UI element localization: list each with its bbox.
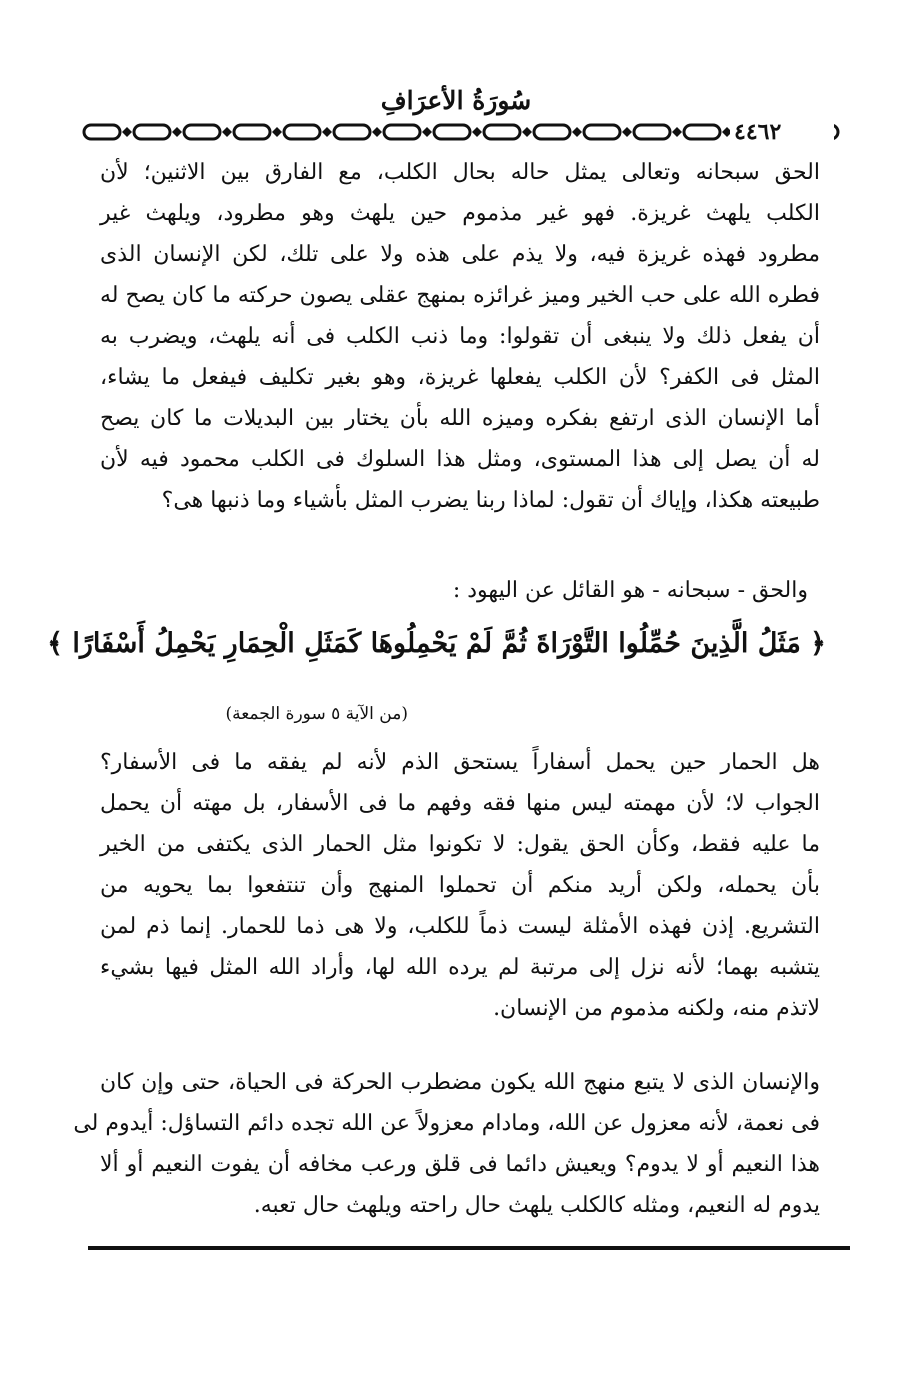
chain-link bbox=[634, 125, 670, 139]
chain-diamond bbox=[322, 127, 332, 137]
chain-link bbox=[384, 125, 420, 139]
paragraph-anxious-human bbox=[73, 1062, 820, 1226]
chain-diamond bbox=[422, 127, 432, 137]
chain-diamond bbox=[672, 127, 682, 137]
text-line: المثل فى الكفر؟ لأن الكلب يفعلها غريزة، وهو بغير تكليف فيفعل ما يشاء، bbox=[100, 365, 820, 390]
chain-diamond bbox=[372, 127, 382, 137]
text-line: الكلب يلهث غريزة. فهو غير مذموم حين يلهث وهو مطرود، ويلهث غير bbox=[100, 201, 820, 226]
chain-link bbox=[484, 125, 520, 139]
chain-link bbox=[434, 125, 470, 139]
text-line: والإنسان الذى لا يتبع منهج الله يكون مضطرب الحركة فى الحياة، حتى وإن كان bbox=[100, 1070, 820, 1095]
chain-diamond bbox=[522, 127, 532, 137]
text-line: يدوم له النعيم، ومثله كالكلب يلهث حال راحته ويلهث حال تعبه. bbox=[253, 1193, 820, 1218]
chain-diamond bbox=[272, 127, 282, 137]
text-line: له أن يصل إلى هذا المستوى، ومثل هذا السلوك فى الكلب محمود فيه لأن bbox=[100, 447, 820, 472]
chain-diamond bbox=[172, 127, 182, 137]
text-line: مطرود فهذه غريزة فيه، ولا يذم على هذه ولا على تلك، لكن الإنسان الذى bbox=[100, 242, 820, 267]
chain-diamond bbox=[222, 127, 232, 137]
quran-verse: ﴿ مَثَلُ الَّذِينَ حُمِّلُوا التَّوْرَاةَ ثُمَّ لَمْ يَحْمِلُوهَا كَمَثَلِ الْحِمَارِ يَحْمِلُ أَسْفَارًا ﴾ bbox=[47, 628, 826, 659]
text-line: هذا النعيم أو لا يدوم؟ ويعيش دائما فى قلق ورعب مخافه أن يفوت النعيم أو ألا bbox=[100, 1152, 820, 1177]
text-line: فطره الله على حب الخير وميز غرائزه بمنهج عقلى يصون حركته ما كان يصح له bbox=[100, 283, 820, 308]
chain-link bbox=[684, 125, 720, 139]
text-line: بأن يحمله، ولكن أريد منكم أن تحملوا المنهج وأن تنتفعوا بما يحويه من bbox=[100, 873, 820, 898]
chain-diamond bbox=[472, 127, 482, 137]
footer-rule bbox=[88, 1246, 850, 1250]
chain-link bbox=[534, 125, 570, 139]
text-line: الجواب لا؛ لأن مهمته ليس منها فقه وفهم ما فى الأسفار، بل مهته أن يحمل bbox=[100, 791, 820, 816]
text-line: أن يفعل ذلك ولا ينبغى أن تقولوا: وما ذنب الكلب فى أنه يلهث، ويضرب به bbox=[100, 324, 820, 349]
text-line: لاتذم منه، ولكنه مذموم من الإنسان. bbox=[493, 996, 820, 1021]
surah-title: سُورَةُ الأعرَافِ bbox=[380, 86, 532, 115]
chain-diamond bbox=[122, 127, 132, 137]
chain-border-ornament bbox=[80, 118, 842, 146]
text-line: ما عليه فقط، وكأن الحق يقول: لا تكونوا مثل الحمار الذى يكتفى من الخير bbox=[100, 832, 820, 857]
text-line: يتشبه بهما؛ لأنه نزل إلى مرتبة لم يرده الله لها، وأراد الله المثل فيها بشيء bbox=[100, 955, 820, 980]
paragraph-dog-parable bbox=[100, 152, 820, 521]
chain-link bbox=[184, 125, 220, 139]
chain-link bbox=[234, 125, 270, 139]
text-line: طبيعته هكذا، وإياك أن تقول: لماذا ربنا يضرب المثل بأشياء وما ذنبها هى؟ bbox=[161, 488, 820, 513]
paragraph-donkey-parable bbox=[100, 742, 820, 1029]
chain-diamond bbox=[622, 127, 632, 137]
chain-link bbox=[284, 125, 320, 139]
verse-citation: (من الآية ٥ سورة الجمعة) bbox=[225, 704, 408, 724]
text-line: أما الإنسان الذى ارتفع بفكره وميزه الله بأن يختار بين البديلات ما كان يصح bbox=[100, 406, 820, 431]
chain-link bbox=[584, 125, 620, 139]
chain-link bbox=[84, 125, 120, 139]
text-line: التشريع. إذن فهذه الأمثلة ليست ذماً للكلب، ولا هى ذما للحمار. إنما ذم لمن bbox=[100, 914, 820, 939]
text-line: فى نعمة، لأنه معزول عن الله، ومادام معزولاً عن الله تجده دائم التساؤل: أيدوم لى bbox=[73, 1111, 820, 1136]
text-line: هل الحمار حين يحمل أسفاراً يستحق الذم لأنه لم يفقه ما فى الأسفار؟ bbox=[100, 750, 820, 775]
text-line: الحق سبحانه وتعالى يمثل حاله بحال الكلب، مع الفارق بين الاثنين؛ لأن bbox=[100, 160, 820, 185]
page-number: ٤٤٦٢ bbox=[730, 118, 834, 146]
verse-intro: والحق - سبحانه - هو القائل عن اليهود : bbox=[452, 578, 808, 603]
header-ornament-chain bbox=[80, 118, 842, 146]
chain-link bbox=[134, 125, 170, 139]
chain-link bbox=[334, 125, 370, 139]
chain-diamond bbox=[572, 127, 582, 137]
